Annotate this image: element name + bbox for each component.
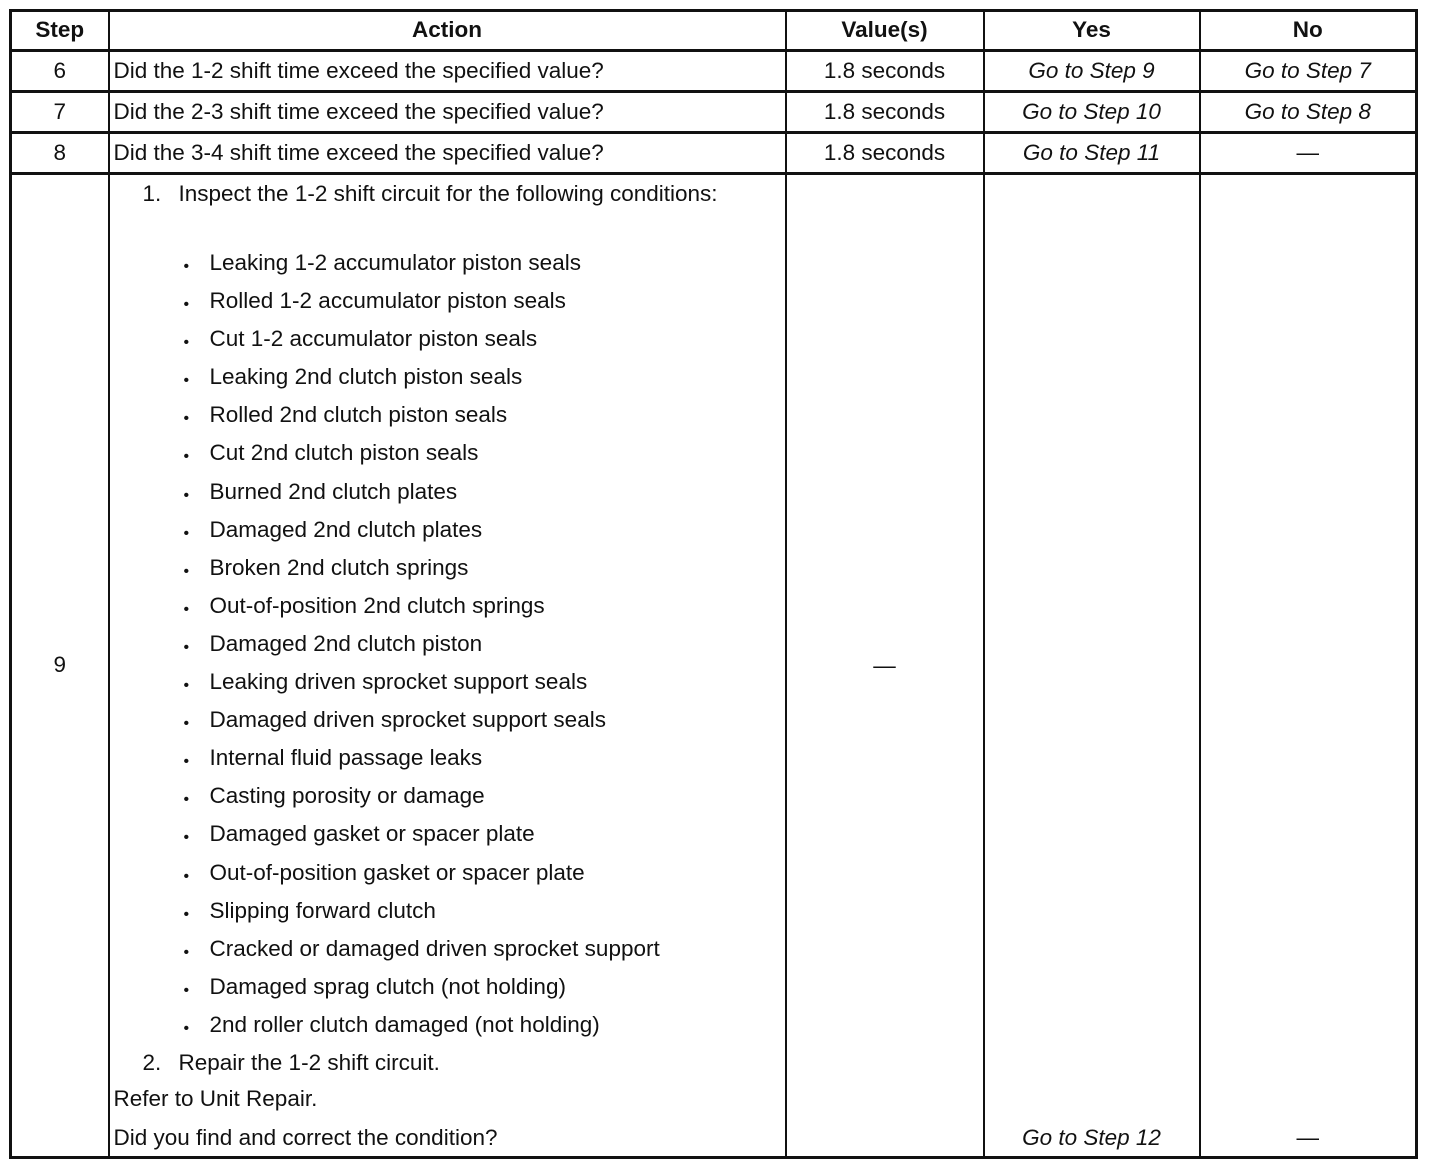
yes-result: Go to Step 11 bbox=[984, 133, 1200, 174]
list-item-text: Cracked or damaged driven sprocket support bbox=[209, 935, 660, 961]
list-item bbox=[183, 554, 660, 595]
list-item bbox=[184, 404, 660, 442]
bullet-icon: • bbox=[183, 829, 190, 847]
step-number: 8 bbox=[11, 133, 109, 174]
list-item-text: Cut 2nd clutch piston seals bbox=[209, 440, 479, 466]
yes-cell-step-9 bbox=[984, 174, 1200, 1158]
action-cell-step-9 bbox=[109, 174, 786, 1158]
header-action: Action bbox=[109, 11, 786, 51]
conditions-list bbox=[184, 252, 660, 1052]
table-row-step-8 bbox=[11, 133, 1417, 174]
table-row-step-7 bbox=[11, 92, 1417, 133]
item-number: 2. bbox=[142, 1050, 162, 1075]
refer-text: Refer to Unit Repair. bbox=[113, 1086, 318, 1111]
value-cell-step-9 bbox=[786, 174, 984, 1158]
list-item bbox=[183, 592, 660, 633]
item-text: Inspect the 1-2 shift circuit for the following conditions: bbox=[178, 181, 718, 206]
bullet-icon: • bbox=[183, 296, 190, 314]
no-result: — bbox=[1296, 1125, 1319, 1150]
header-yes: Yes bbox=[984, 11, 1200, 51]
list-item bbox=[183, 973, 660, 1014]
no-cell-step-9 bbox=[1200, 174, 1417, 1158]
bullet-icon: • bbox=[183, 600, 190, 618]
action-text: Did the 3-4 shift time exceed the specified value? bbox=[109, 133, 786, 174]
table-row-step-9 bbox=[11, 174, 1417, 1158]
bullet-icon: • bbox=[183, 981, 190, 999]
bullet-icon: • bbox=[183, 372, 190, 390]
list-item-text: Damaged gasket or spacer plate bbox=[209, 821, 535, 847]
list-item bbox=[184, 709, 660, 747]
list-item-text: Slipping forward clutch bbox=[209, 897, 436, 923]
yes-result: Go to Step 9 bbox=[984, 51, 1200, 92]
list-item-text: Rolled 2nd clutch piston seals bbox=[209, 402, 508, 428]
list-item-text: Burned 2nd clutch plates bbox=[209, 478, 458, 504]
bullet-icon: • bbox=[183, 677, 190, 695]
list-item-text: Leaking 2nd clutch piston seals bbox=[209, 364, 523, 390]
item-number: 1. bbox=[142, 181, 162, 206]
item-text: Repair the 1-2 shift circuit. bbox=[178, 1050, 440, 1075]
list-item-text: 2nd roller clutch damaged (not holding) bbox=[209, 1011, 600, 1037]
header-step: Step bbox=[11, 11, 109, 51]
header-no: No bbox=[1200, 11, 1417, 51]
bullet-icon: • bbox=[183, 334, 190, 352]
action-text: Did the 2-3 shift time exceed the specified value? bbox=[109, 92, 786, 133]
list-item bbox=[184, 785, 660, 823]
list-item-text: Out-of-position gasket or spacer plate bbox=[209, 859, 585, 885]
no-result: Go to Step 8 bbox=[1200, 92, 1417, 133]
list-item bbox=[184, 290, 660, 328]
bullet-icon: • bbox=[183, 791, 190, 809]
step-number: 7 bbox=[11, 92, 109, 133]
list-item-text: Cut 1-2 accumulator piston seals bbox=[209, 326, 538, 352]
bullet-icon: • bbox=[183, 867, 190, 885]
header-row bbox=[11, 11, 1417, 51]
list-item-text: Casting porosity or damage bbox=[209, 783, 485, 809]
list-item-text: Out-of-position 2nd clutch springs bbox=[209, 592, 545, 618]
list-item-text: Leaking 1-2 accumulator piston seals bbox=[209, 250, 581, 275]
bullet-icon: • bbox=[183, 258, 190, 275]
bullet-icon: • bbox=[183, 715, 190, 733]
list-item-text: Damaged 2nd clutch plates bbox=[209, 516, 483, 542]
list-item bbox=[184, 252, 660, 290]
list-item bbox=[183, 630, 660, 671]
action-text: Did the 1-2 shift time exceed the specified value? bbox=[109, 51, 786, 92]
list-item bbox=[183, 1011, 660, 1052]
bullet-icon: • bbox=[183, 1019, 190, 1037]
list-item bbox=[183, 516, 660, 557]
header-values: Value(s) bbox=[786, 11, 984, 51]
list-item-text: Internal fluid passage leaks bbox=[209, 745, 483, 771]
table-row-step-6 bbox=[11, 51, 1417, 92]
yes-result: Go to Step 10 bbox=[984, 92, 1200, 133]
yes-result: Go to Step 12 bbox=[1022, 1125, 1161, 1150]
list-item bbox=[183, 478, 660, 519]
step-number: 6 bbox=[11, 51, 109, 92]
bullet-icon: • bbox=[183, 410, 190, 428]
diagnostic-table bbox=[9, 9, 1418, 1159]
bullet-icon: • bbox=[183, 638, 190, 656]
list-item bbox=[184, 671, 660, 709]
list-item bbox=[183, 897, 660, 938]
value-text: 1.8 seconds bbox=[786, 92, 984, 133]
list-item-text: Damaged sprag clutch (not holding) bbox=[209, 973, 566, 999]
bullet-icon: • bbox=[183, 524, 190, 542]
list-item bbox=[183, 859, 660, 900]
list-item-text: Rolled 1-2 accumulator piston seals bbox=[209, 288, 566, 314]
list-item bbox=[184, 442, 660, 480]
bullet-icon: • bbox=[183, 562, 190, 580]
no-result: — bbox=[1200, 133, 1417, 174]
value-text: 1.8 seconds bbox=[786, 133, 984, 174]
question-text: Did you find and correct the condition? bbox=[113, 1125, 498, 1150]
bullet-icon: • bbox=[183, 448, 190, 466]
list-item bbox=[184, 823, 660, 861]
list-item bbox=[183, 935, 660, 976]
list-item-text: Leaking driven sprocket support seals bbox=[209, 669, 588, 695]
no-result: Go to Step 7 bbox=[1200, 51, 1417, 92]
list-item bbox=[184, 747, 660, 785]
bullet-icon: • bbox=[183, 905, 190, 923]
step-number: 9 bbox=[11, 174, 109, 1158]
list-item bbox=[184, 366, 660, 404]
list-item-text: Damaged driven sprocket support seals bbox=[209, 707, 606, 733]
list-item-text: Broken 2nd clutch springs bbox=[209, 554, 469, 580]
bullet-icon: • bbox=[183, 486, 190, 504]
bullet-icon: • bbox=[183, 753, 190, 771]
value-text: — bbox=[873, 653, 896, 678]
list-item bbox=[184, 328, 660, 366]
value-text: 1.8 seconds bbox=[786, 51, 984, 92]
bullet-icon: • bbox=[183, 943, 190, 961]
list-item-text: Damaged 2nd clutch piston bbox=[209, 630, 483, 656]
